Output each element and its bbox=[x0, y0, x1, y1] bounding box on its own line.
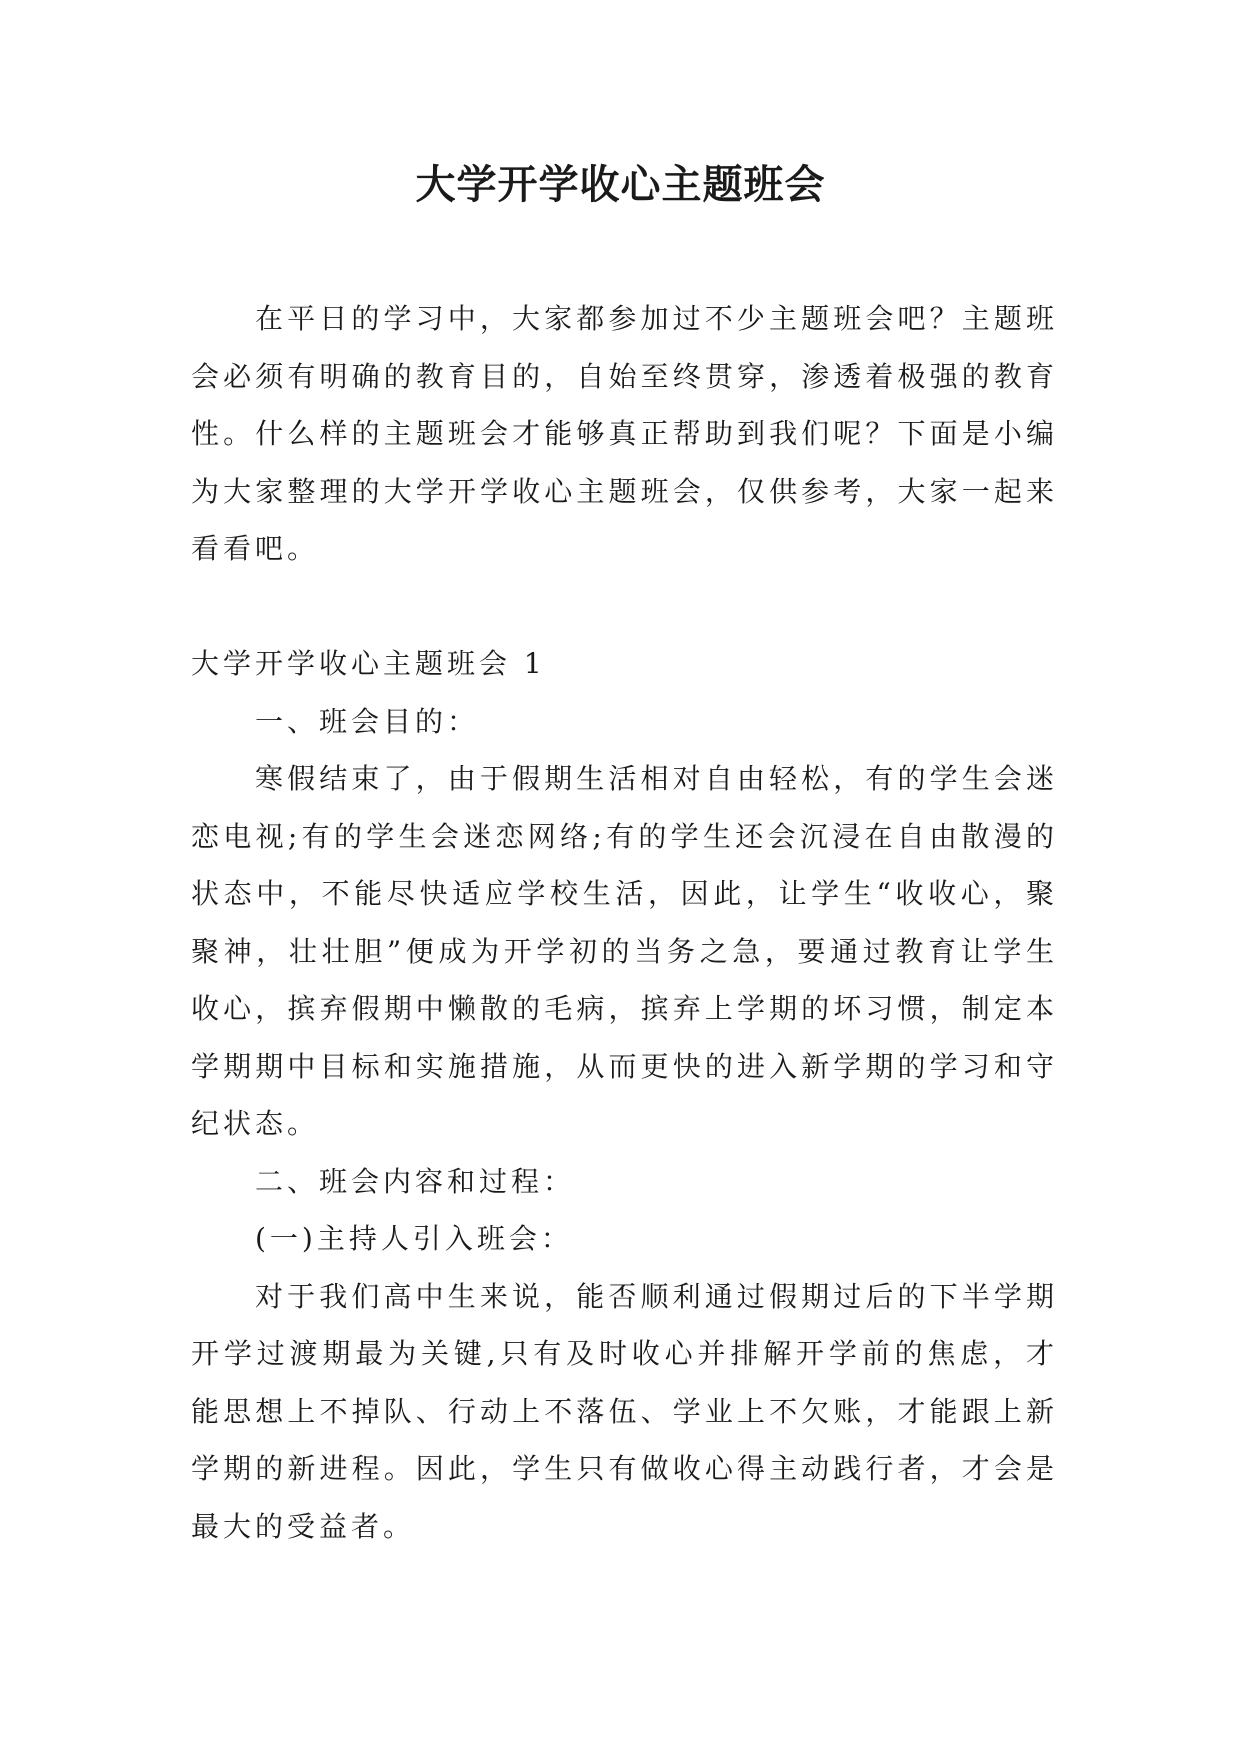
intro-paragraph: 在平日的学习中，大家都参加过不少主题班会吧？主题班会必须有明确的教育目的，自始至终贯穿，渗透着极强的教育性。什么样的主题班会才能够真正帮助到我们呢？下面是小编为大家整理的大学开学收心主题班会，仅供参考，大家一起来看看吧。 bbox=[191, 302, 1058, 565]
paragraph-host-intro-heading: (一)主持人引入班会： bbox=[255, 1222, 573, 1255]
paragraph-content-heading: 二、班会内容和过程： bbox=[255, 1164, 576, 1198]
section-heading: 大学开学收心主题班会 1 bbox=[191, 647, 546, 680]
section-block bbox=[191, 635, 1058, 1555]
document-title: 大学开学收心主题班会 bbox=[415, 162, 826, 208]
paragraph-host-intro-body: 对于我们高中生来说，能否顺利通过假期过后的下半学期开学过渡期最为关键,只有及时收心并排解开学前的焦虑，才能思想上不掉队、行动上不落伍、学业上不欠账，才能跟上新学期的新进程。因此，学生只有做收心得主动践行者，才会是最大的受益者。 bbox=[191, 1279, 1058, 1543]
paragraph-objective-body: 寒假结束了，由于假期生活相对自由轻松，有的学生会迷恋电视;有的学生会迷恋网络;有的学生还会沉浸在自由散漫的状态中，不能尽快适应学校生活，因此，让学生“收收心，聚聚神，壮壮胆”便成为开学初的当务之急，要通过教育让学生收心，摈弃假期中懒散的毛病，摈弃上学期的坏习惯，制定本学期期中目标和实施措施，从而更快的进入新学期的学习和守纪状态。 bbox=[191, 762, 1058, 1140]
paragraph-objective-heading: 一、班会目的： bbox=[255, 704, 480, 738]
intro-block bbox=[191, 290, 1058, 578]
